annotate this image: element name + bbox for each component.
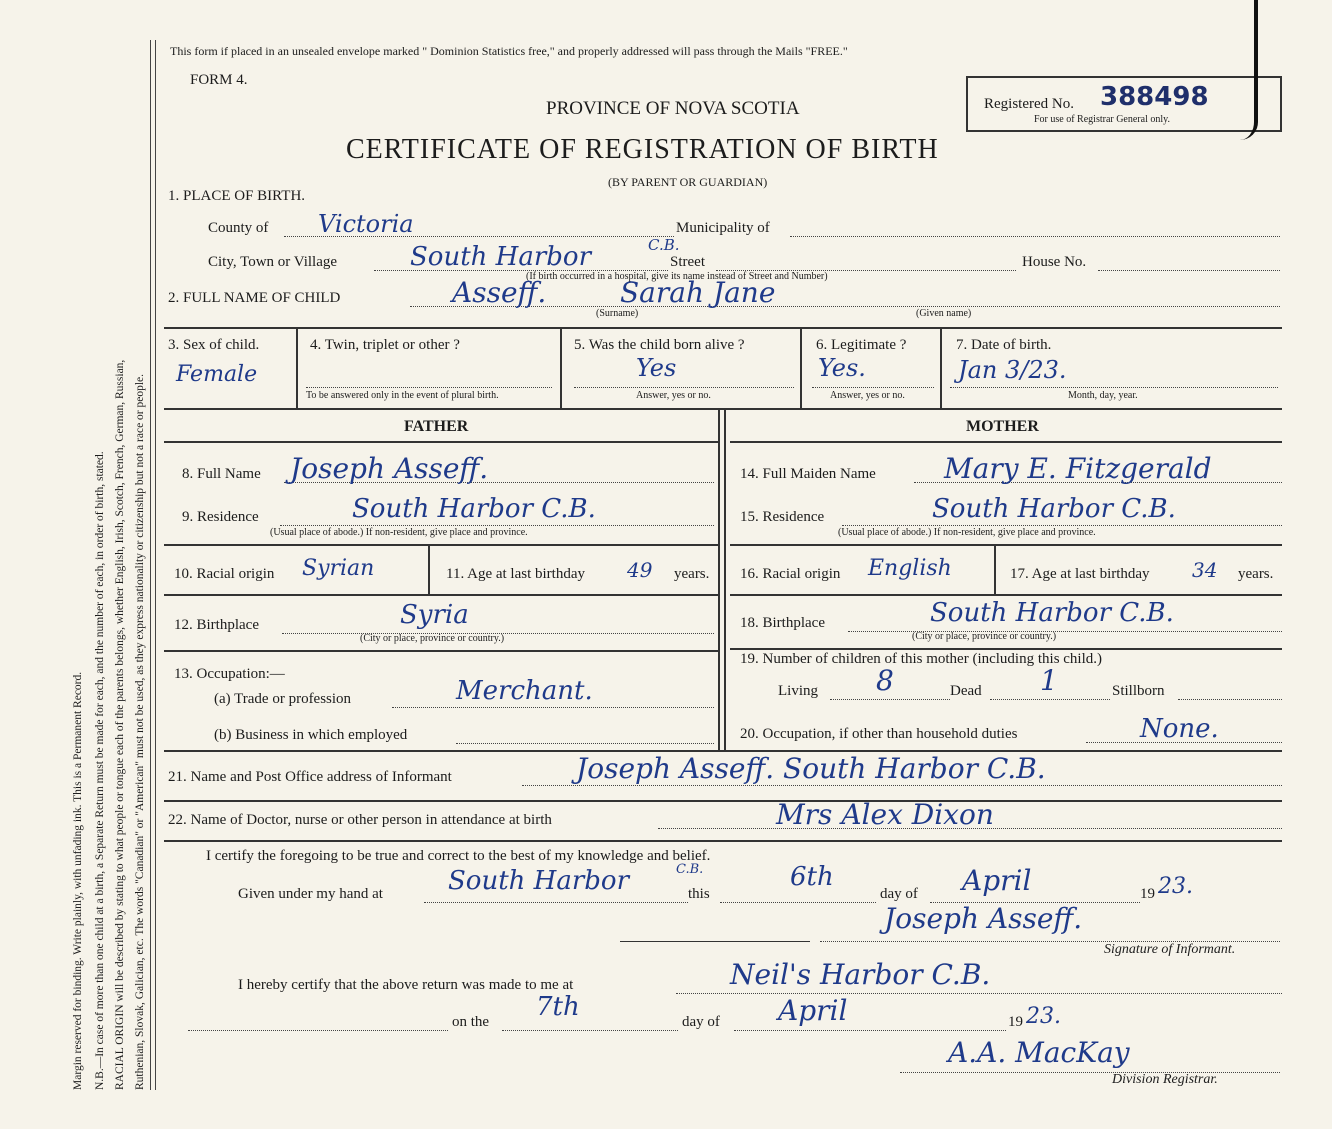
father-rule-2 bbox=[164, 594, 718, 596]
certify-statement: I certify the foregoing to be true and correct to the best of my knowledge and belief. bbox=[206, 848, 711, 864]
father-occupation-label: 13. Occupation:— bbox=[174, 666, 285, 682]
given-place-value: South Harbor bbox=[448, 866, 629, 896]
ink-stroke-mark bbox=[1240, 0, 1258, 140]
sex-value: Female bbox=[176, 362, 258, 387]
county-label: County of bbox=[208, 220, 269, 236]
house-number-line bbox=[1098, 270, 1280, 271]
municipality-label: Municipality of bbox=[676, 220, 770, 236]
stillborn-label: Stillborn bbox=[1112, 683, 1165, 699]
father-age-label: 11. Age at last birthday bbox=[446, 566, 585, 582]
father-racial-value: Syrian bbox=[302, 556, 375, 581]
father-residence-line bbox=[280, 525, 714, 526]
mother-occupation-value: None. bbox=[1140, 714, 1219, 744]
father-trade-line bbox=[392, 707, 714, 708]
registrar-signature-line bbox=[900, 1072, 1280, 1073]
father-residence-note: (Usual place of abode.) If non-resident, give place and province. bbox=[270, 527, 528, 538]
mother-racial-age-divider bbox=[994, 544, 996, 594]
surname-note: (Surname) bbox=[596, 308, 639, 319]
informant-label: 21. Name and Post Office address of Informant bbox=[168, 769, 452, 785]
given-day-line bbox=[720, 902, 876, 903]
mother-birthplace-label: 18. Birthplace bbox=[740, 615, 825, 631]
mother-name-value: Mary E. Fitzgerald bbox=[944, 452, 1212, 485]
dead-line bbox=[990, 699, 1110, 700]
mail-notice: This form if placed in an unsealed envelope marked " Dominion Statistics free," and properly addressed will pass through the Mails "FREE." bbox=[170, 44, 848, 58]
father-racial-label: 10. Racial origin bbox=[174, 566, 275, 582]
mother-residence-label: 15. Residence bbox=[740, 509, 825, 525]
alive-value: Yes bbox=[636, 354, 677, 382]
mother-age-value: 34 bbox=[1192, 558, 1218, 582]
twin-label: 4. Twin, triplet or other ? bbox=[310, 337, 460, 353]
binding-margin-line bbox=[150, 40, 151, 1090]
legitimate-label: 6. Legitimate ? bbox=[816, 337, 907, 353]
row-top-rule bbox=[164, 327, 1282, 329]
dob-value: Jan 3/23. bbox=[958, 356, 1067, 384]
father-rule-3 bbox=[164, 650, 718, 652]
row-bottom-rule bbox=[164, 408, 1282, 410]
place-of-birth-heading: 1. PLACE OF BIRTH. bbox=[168, 188, 306, 204]
parent-divider-inner bbox=[724, 408, 726, 750]
father-residence-value: South Harbor C.B. bbox=[352, 494, 596, 524]
witness-line bbox=[620, 941, 810, 942]
registrar-year-prefix: 19 bbox=[1008, 1014, 1023, 1030]
province-heading: PROVINCE OF NOVA SCOTIA bbox=[546, 98, 800, 119]
father-age-value: 49 bbox=[627, 558, 653, 582]
registrar-month-value: April bbox=[778, 994, 848, 1027]
mother-heading-rule bbox=[730, 441, 1282, 443]
father-racial-age-divider bbox=[428, 544, 430, 594]
given-name-note: (Given name) bbox=[916, 308, 972, 319]
street-label: Street bbox=[670, 254, 705, 270]
father-business-label: (b) Business in which employed bbox=[214, 727, 408, 743]
given-month-value: April bbox=[962, 864, 1032, 897]
registrar-signature: A.A. MacKay bbox=[948, 1036, 1130, 1069]
dead-value: 1 bbox=[1040, 664, 1058, 697]
legitimate-note: Answer, yes or no. bbox=[830, 390, 905, 401]
informant-signature: Joseph Asseff. bbox=[884, 902, 1083, 935]
on-the-label: on the bbox=[452, 1014, 490, 1030]
mother-age-unit: years. bbox=[1238, 566, 1274, 582]
mother-racial-value: English bbox=[868, 556, 952, 581]
father-name-label: 8. Full Name bbox=[182, 466, 261, 482]
divider-sex-twin bbox=[296, 327, 298, 408]
margin-instructions bbox=[0, 0, 150, 1129]
registrar-day-of-label: day of bbox=[682, 1014, 720, 1030]
sex-label: 3. Sex of child. bbox=[168, 337, 260, 353]
dead-label: Dead bbox=[950, 683, 982, 699]
given-place-suffix: C.B. bbox=[676, 862, 704, 877]
given-day-value: 6th bbox=[790, 862, 834, 892]
father-age-unit: years. bbox=[674, 566, 710, 582]
city-suffix: C.B. bbox=[648, 236, 680, 254]
alive-label: 5. Was the child born alive ? bbox=[574, 337, 745, 353]
living-line bbox=[830, 699, 950, 700]
father-name-value: Joseph Asseff. bbox=[290, 452, 489, 485]
mother-birthplace-note: (City or place, province or country.) bbox=[912, 631, 1057, 642]
living-value: 8 bbox=[876, 664, 894, 697]
mother-rule-3 bbox=[730, 648, 1282, 650]
registrar-month-line bbox=[734, 1030, 1006, 1031]
alive-line bbox=[574, 387, 794, 388]
registrar-year-value: 23. bbox=[1026, 1004, 1061, 1029]
divider-alive-legit bbox=[800, 327, 802, 408]
informant-value: Joseph Asseff. South Harbor C.B. bbox=[576, 752, 1046, 785]
mother-children-label: 19. Number of children of this mother (including this child.) bbox=[740, 651, 1103, 667]
divider-twin-alive bbox=[560, 327, 562, 408]
mother-age-label: 17. Age at last birthday bbox=[1010, 566, 1150, 582]
given-under-hand-label: Given under my hand at bbox=[238, 886, 383, 902]
father-trade-value: Merchant. bbox=[456, 676, 593, 706]
dob-line bbox=[950, 387, 1278, 388]
child-surname-value: Asseff. bbox=[452, 276, 547, 309]
mother-residence-note: (Usual place of abode.) If non-resident, give place and province. bbox=[838, 527, 1096, 538]
margin-note-racial-origin: RACIAL ORIGIN will be described by stating to what people or tongue each of the parents belongs, whether English, Irish, Scotch, French, German, Russian, bbox=[114, 359, 126, 1090]
father-heading-rule bbox=[164, 441, 718, 443]
hospital-note: (If birth occurred in a hospital, give its name instead of Street and Number) bbox=[526, 271, 828, 282]
mother-rule-2 bbox=[730, 594, 1282, 596]
registrar-place-value: Neil's Harbor C.B. bbox=[730, 958, 991, 991]
binding-margin-line-inner bbox=[155, 40, 156, 1090]
mother-heading: MOTHER bbox=[966, 418, 1039, 435]
informant-line bbox=[522, 785, 1282, 786]
attendant-value: Mrs Alex Dixon bbox=[776, 798, 994, 831]
attendant-label: 22. Name of Doctor, nurse or other person in attendance at birth bbox=[168, 812, 552, 828]
alive-note: Answer, yes or no. bbox=[636, 390, 711, 401]
municipality-line bbox=[790, 236, 1280, 237]
mother-racial-label: 16. Racial origin bbox=[740, 566, 841, 582]
city-label: City, Town or Village bbox=[208, 254, 338, 270]
twin-note: To be answered only in the event of plural birth. bbox=[306, 390, 499, 401]
registrar-signature-label: Division Registrar. bbox=[1112, 1072, 1218, 1087]
father-residence-label: 9. Residence bbox=[182, 509, 259, 525]
mother-occupation-label: 20. Occupation, if other than household duties bbox=[740, 726, 1018, 742]
registered-number: 388498 bbox=[1100, 82, 1209, 112]
registrar-day-line bbox=[502, 1030, 678, 1031]
county-value: Victoria bbox=[318, 210, 414, 238]
given-year-value: 23. bbox=[1158, 874, 1193, 899]
dob-label: 7. Date of birth. bbox=[956, 337, 1052, 353]
form-number: FORM 4. bbox=[190, 72, 248, 88]
child-given-value: Sarah Jane bbox=[620, 276, 776, 309]
margin-note-multiple-births: N.B.—In case of more than one child at a birth, a Separate Return must be made for each, and the number of each, in order of birth, stated. bbox=[94, 451, 106, 1090]
registrar-leading-line bbox=[188, 1030, 448, 1031]
registrar-note: For use of Registrar General only. bbox=[1034, 114, 1170, 125]
father-birthplace-label: 12. Birthplace bbox=[174, 617, 259, 633]
legitimate-line bbox=[812, 387, 934, 388]
father-rule-1 bbox=[164, 544, 718, 546]
house-number-label: House No. bbox=[1022, 254, 1087, 270]
father-trade-label: (a) Trade or profession bbox=[214, 691, 352, 707]
certificate-subtitle: (BY PARENT OR GUARDIAN) bbox=[608, 175, 768, 189]
living-label: Living bbox=[778, 683, 818, 699]
father-birthplace-value: Syria bbox=[400, 600, 469, 630]
given-place-line bbox=[424, 902, 688, 903]
given-year-prefix: 19 bbox=[1140, 886, 1155, 902]
given-this-label: this bbox=[688, 886, 710, 902]
margin-note-nationality: Ruthenian, Slovak, Galician, etc. The words "Canadian" or "American" must not be used, as they express nationality or citizenship but not a race or people. bbox=[134, 373, 146, 1090]
registered-label: Registered No. bbox=[984, 96, 1074, 112]
registered-box bbox=[966, 76, 1282, 132]
given-day-of-label: day of bbox=[880, 886, 918, 902]
parent-divider-outer bbox=[718, 408, 720, 750]
registrar-day-value: 7th bbox=[536, 992, 580, 1022]
father-birthplace-note: (City or place, province or country.) bbox=[360, 633, 505, 644]
dob-note: Month, day, year. bbox=[1068, 390, 1138, 401]
registrar-place-line bbox=[676, 993, 1282, 994]
mother-name-label: 14. Full Maiden Name bbox=[740, 466, 876, 482]
registrar-statement: I hereby certify that the above return was made to me at bbox=[238, 977, 574, 993]
mother-rule-1 bbox=[730, 544, 1282, 546]
informant-rule-bottom bbox=[164, 800, 1282, 802]
margin-note-binding: Margin reserved for binding. Write plainly, with unfading ink. This is a Permanent Record. bbox=[72, 671, 84, 1090]
attendant-rule-bottom bbox=[164, 840, 1282, 842]
stillborn-line bbox=[1178, 699, 1282, 700]
father-heading: FATHER bbox=[404, 418, 469, 435]
mother-residence-line bbox=[842, 525, 1282, 526]
mother-residence-value: South Harbor C.B. bbox=[932, 494, 1176, 524]
father-business-line bbox=[456, 743, 714, 744]
certificate-title: CERTIFICATE OF REGISTRATION OF BIRTH bbox=[346, 134, 939, 165]
child-name-label: 2. FULL NAME OF CHILD bbox=[168, 290, 341, 306]
informant-signature-label: Signature of Informant. bbox=[1104, 942, 1236, 957]
divider-legit-dob bbox=[940, 327, 942, 408]
legitimate-value: Yes. bbox=[818, 354, 866, 382]
city-value: South Harbor bbox=[410, 242, 591, 272]
mother-birthplace-value: South Harbor C.B. bbox=[930, 598, 1174, 628]
twin-line bbox=[306, 387, 552, 388]
